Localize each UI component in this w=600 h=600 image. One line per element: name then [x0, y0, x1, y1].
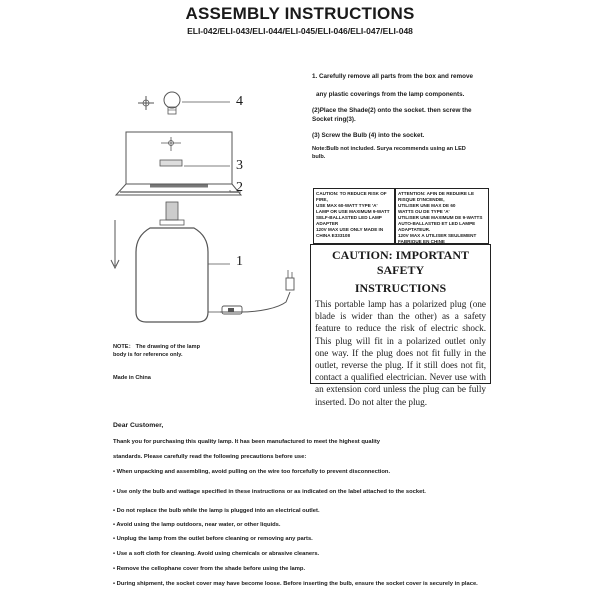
french-warning-label [395, 188, 489, 244]
model-numbers: ELI-042/ELI-043/ELI-044/ELI-045/ELI-046/ELI-047/ELI-048 [187, 26, 413, 36]
precaution-item: • Use a soft cloth for cleaning. Avoid using chemicals or abrasive cleaners. [113, 551, 320, 557]
precaution-item: • Unplug the lamp from the outlet before cleaning or removing any parts. [113, 536, 313, 542]
diagram-note: NOTE： The drawing of the lamp body is for reference only. [113, 344, 201, 358]
socket-ring-icon [160, 137, 182, 166]
callout-2: 2 [236, 180, 243, 195]
english-warning-text: CAUTION: TO REDUCE RISK OF FIRE, USE MAX 60-WATT TYPE 'A' LAMP OR USE MAXIMUM 9-WATT SELF-BALLASTED LED LAMP ADAPTER 120V MAX USE ONLY MADE IN CHINA E333108 [316, 191, 390, 238]
precaution-item: • Do not replace the bulb while the lamp is plugged into an electrical outlet. [113, 508, 320, 514]
caution-heading: CAUTION: IMPORTANT SAFETY [331, 248, 470, 277]
precaution-item: • When unpacking and assembling, avoid pulling on the wire too forcefully to prevent disconnection. [113, 469, 391, 475]
page-title: ASSEMBLY INSTRUCTIONS [185, 4, 415, 23]
lamp-diagram [110, 80, 310, 350]
step-2: (2)Place the Shade(2) onto the socket. then screw the Socket ring(3). [312, 107, 472, 123]
precaution-item: • During shipment, the socket cover may have become loose. Before inserting the bulb, ensure the socket cover is securely in place. [113, 581, 478, 587]
power-cord-icon [220, 270, 294, 314]
step-3: (3) Screw the Bulb (4) into the socket. [312, 132, 425, 139]
english-warning-label [313, 188, 395, 244]
step-1-cont: any plastic coverings from the lamp components. [316, 91, 465, 98]
precaution-item: • Remove the cellophane cover from the shade before using the lamp. [113, 566, 306, 572]
intro-line-1: Thank you for purchasing this quality lamp. It has been manufactured to meet the highest quality [113, 439, 381, 445]
lamp-base-icon [136, 202, 220, 322]
arrow-down-icon [111, 220, 119, 268]
caution-box [310, 244, 491, 407]
precaution-item: • Avoid using the lamp outdoors, near water, or other liquids. [113, 522, 281, 528]
callout-1: 1 [236, 254, 243, 269]
made-in-china: Made in China [113, 375, 151, 381]
bulb-note: Note:Bulb not included. Surya recommends using an LED bulb. [312, 146, 466, 160]
callout-4: 4 [236, 94, 243, 109]
step-1: 1. Carefully remove all parts from the box and remove [312, 73, 473, 80]
bulb-icon [138, 92, 180, 114]
callout-3: 3 [236, 158, 243, 173]
caution-subheading: INSTRUCTIONS [354, 281, 447, 295]
intro-line-2: standards. Please carefully read the following precautions before use: [113, 454, 307, 460]
precaution-item: • Use only the bulb and wattage specified in these instructions or as indicated on the label attached to the socket. [113, 489, 426, 495]
caution-body: This portable lamp has a polarized plug (one blade is wider than the other) as a safety feature to reduce the risk of electric shock. This plug will fit in a polarized outlet only one way. If the plug does not fit fully in the outlet, reverse the plug. If it still does not fit, contact a qualified electrician. Never use with an extension cord unless the plug can be fully inserted. Do not alter the plug. [315, 299, 486, 407]
greeting: Dear Customer, [113, 422, 164, 429]
french-warning-text: ATTENTION: AFIN DE REDUIRE LE RISQUE D'INCENDIE, UTILISER UNE MAX DE 60 WATTS OU DE TYPE 'A' UTILISER UNE MAXIMUM DE 9-WATTS AUTO-BALLASTED ET LED LAMPE ADAPTATEUR. 120V MAX A UTILISER SEULEMENT FABRIQUE EN CHINE [398, 191, 483, 244]
